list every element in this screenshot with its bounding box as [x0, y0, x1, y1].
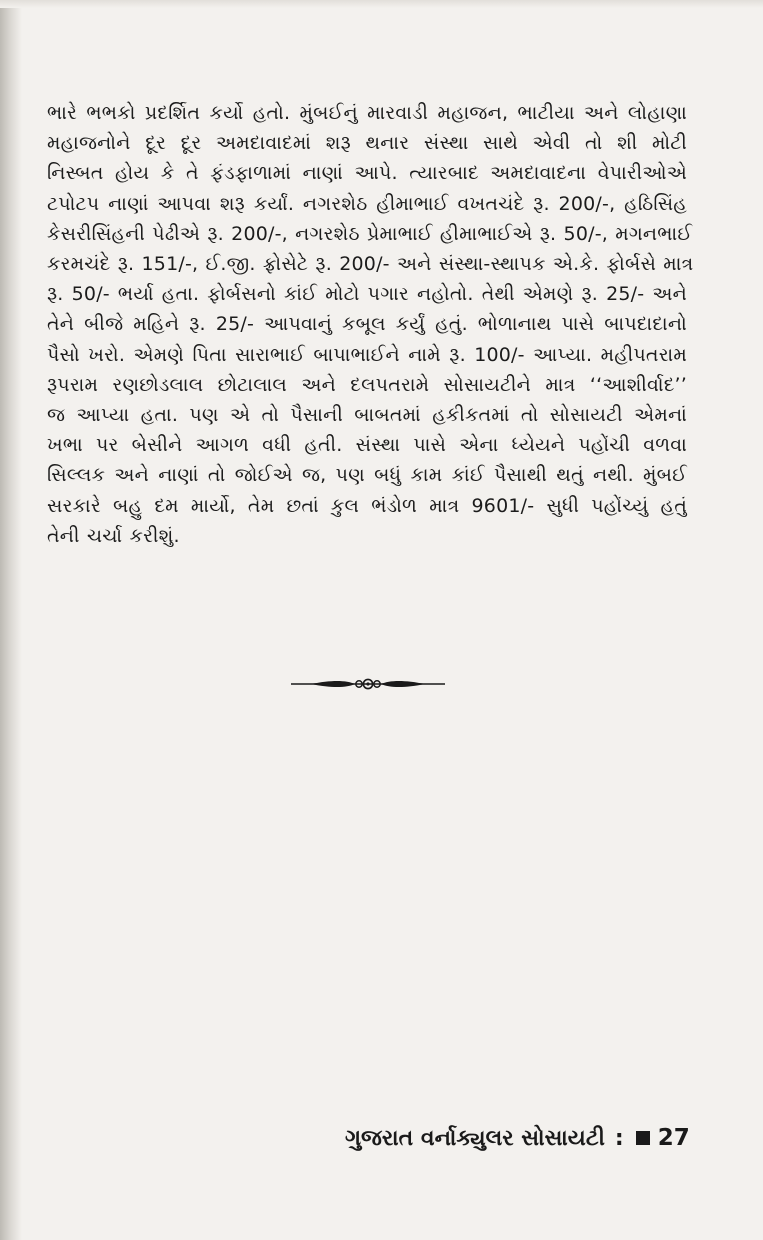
paragraph-line: રૂ. 50/- ભર્યા હતા. ફોર્બસનો કાંઈ મોટો પગાર નહોતો. તેથી એમણે રૂ. 25/- અને	[47, 283, 687, 306]
paragraph-line: નિસ્બત હોય કે તે ફંડફાળામાં નાણાં આપે. ત્યારબાદ અમદાવાદના વેપારીઓએ	[47, 162, 687, 185]
paragraph-line: ખભા પર બેસીને આગળ વધી હતી. સંસ્થા પાસે એના ધ્યેયને પહોંચી વળવા	[47, 434, 687, 457]
paragraph-line: કરમચંદે રૂ. 151/-, ઈ.જી. ફ્રોસેટે રૂ. 200/- અને સંસ્થા-સ્થાપક એ.કે. ફોર્બસે માત્ર	[47, 253, 694, 276]
running-title: ગુજરાત વર્નાક્યુલર સોસાયટી	[345, 1125, 605, 1151]
square-bullet-icon	[636, 1131, 650, 1145]
paragraph-line: ભારે ભભકો પ્રદર્શિત કર્યો હતો. મુંબઈનું મારવાડી મહાજન, ભાટીયા અને લોહાણા	[47, 102, 687, 124]
page-binding-shadow	[0, 0, 22, 1240]
paragraph-line: તેની ચર્ચા કરીશું.	[47, 524, 180, 547]
paragraph-line: કેસરીસિંહની પેઢીએ રૂ. 200/-, નગરશેઠ પ્રેમાભાઈ હીમાભાઈએ રૂ. 50/-, મગનભાઈ	[47, 222, 693, 245]
paragraph-line: સિલ્લક અને નાણાં તો જોઈએ જ, પણ બધું કામ કાંઈ પૈસાથી થતું નથી. મુંબઈ	[47, 464, 687, 487]
paragraph-line: ટપોટપ નાણાં આપવા શરૂ કર્યાં. નગરશેઠ હીમાભાઈ વખતચંદે રૂ. 200/-, હઠિસિંહ	[47, 192, 687, 215]
page-top-edge	[0, 0, 763, 8]
paragraph-line: પૈસો ખરો. એમણે પિતા સારાભાઈ બાપાભાઈને નામે રૂ. 100/- આપ્યા. મહીપતરામ	[47, 343, 687, 366]
paragraph-line: મહાજનોને દૂર દૂર અમદાવાદમાં શરૂ થનાર સંસ્થા સાથે એવી તો શી મોટી	[47, 132, 687, 155]
page-footer	[345, 1122, 690, 1154]
page-number: 27	[657, 1125, 690, 1151]
footer-separator: :	[614, 1125, 624, 1151]
paragraph-line: સરકારે બહુ દમ માર્યો, તેમ છતાં કુલ ભંડોળ માત્ર 9601/- સુધી પહોંચ્યું હતું	[47, 494, 687, 517]
paragraph-line: રૂપરામ રણછોડલાલ છોટાલાલ અને દલપતરામે સોસાયટીને માત્ર ‘‘આશીર્વાદ’’	[47, 373, 687, 396]
paragraph-line: જ આપ્યા હતા. પણ એ તો પૈસાની બાબતમાં હકીકતમાં તો સોસાયટી એમનાં	[47, 404, 687, 427]
decorative-divider-icon	[291, 674, 445, 694]
paragraph-line: તેને બીજે મહિને રૂ. 25/- આપવાનું કબૂલ કર્યું હતું. ભોળાનાથ પાસે બાપદાદાનો	[47, 313, 687, 336]
body-paragraph	[47, 98, 694, 551]
